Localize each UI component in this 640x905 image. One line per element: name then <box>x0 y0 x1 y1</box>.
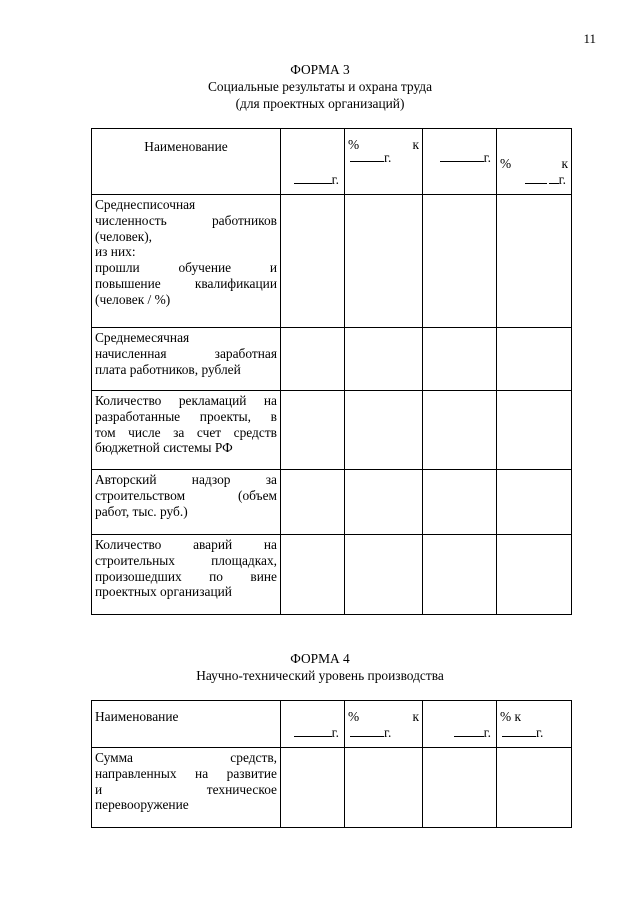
data-cell[interactable] <box>423 391 497 470</box>
data-cell[interactable] <box>423 470 497 535</box>
form4-header-col1: г. <box>281 701 345 748</box>
data-cell[interactable] <box>281 535 345 615</box>
table-row <box>92 391 572 470</box>
form3-header-name: Наименование <box>92 129 281 195</box>
data-cell[interactable] <box>497 328 572 391</box>
table-row <box>92 328 572 391</box>
data-cell[interactable] <box>423 195 497 328</box>
data-cell[interactable] <box>497 195 572 328</box>
form3-row-name: Количество рекламаций на разработанные проекты, в том числе за счет средств бюджетной системы РФ <box>92 391 281 470</box>
form4-title: ФОРМА 4 <box>290 651 350 666</box>
form3-header-col2: % к г. <box>345 129 423 195</box>
form3-header-col1: г. <box>281 129 345 195</box>
form3-header-col4: % к г. <box>497 129 572 195</box>
data-cell[interactable] <box>281 470 345 535</box>
form3-heading <box>0 61 640 112</box>
form3-subtitle: Социальные результаты и охрана труда <box>207 79 433 94</box>
form4-header-row <box>92 701 572 748</box>
form4-header-name: Наименование <box>92 701 281 748</box>
data-cell[interactable] <box>281 328 345 391</box>
data-cell[interactable] <box>345 328 423 391</box>
table-row <box>92 470 572 535</box>
data-cell[interactable] <box>423 535 497 615</box>
data-cell[interactable] <box>345 391 423 470</box>
form4-row-name: Сумма средств, направленных на развитие и техническое перевооружение <box>92 748 281 828</box>
data-cell[interactable] <box>497 391 572 470</box>
data-cell[interactable] <box>423 328 497 391</box>
form3-note: (для проектных организаций) <box>235 96 405 111</box>
form3-header-row <box>92 129 572 195</box>
form4-header-col4: % к г. <box>497 701 572 748</box>
form4-table <box>91 700 572 828</box>
form3-row-name: Среднемесячная начисленная заработная плата работников, рублей <box>92 328 281 391</box>
form4-header-col3: г. <box>423 701 497 748</box>
form3-row-name: Авторский надзор за строительством (объем работ, тыс. руб.) <box>92 470 281 535</box>
data-cell[interactable] <box>281 195 345 328</box>
page-number: 11 <box>583 31 596 46</box>
data-cell[interactable] <box>281 391 345 470</box>
form4-header-col2: % к г. <box>345 701 423 748</box>
form4-heading <box>0 650 640 684</box>
form3-title: ФОРМА 3 <box>290 62 350 77</box>
form3-table <box>91 128 572 615</box>
table-row <box>92 748 572 828</box>
data-cell[interactable] <box>281 748 345 828</box>
data-cell[interactable] <box>423 748 497 828</box>
form3-header-col3: г. <box>423 129 497 195</box>
form3-row-name: Среднесписочная численность работников (человек), из них: прошли обучение и повышение квалификации (человек / %) <box>92 195 281 328</box>
form4-subtitle: Научно-технический уровень производства <box>196 668 444 683</box>
form3-row-name: Количество аварий на строительных площадках, произошедших по вине проектных организаций <box>92 535 281 615</box>
data-cell[interactable] <box>497 470 572 535</box>
data-cell[interactable] <box>345 535 423 615</box>
data-cell[interactable] <box>345 195 423 328</box>
data-cell[interactable] <box>345 470 423 535</box>
data-cell[interactable] <box>345 748 423 828</box>
table-row <box>92 535 572 615</box>
data-cell[interactable] <box>497 748 572 828</box>
table-row <box>92 195 572 328</box>
data-cell[interactable] <box>497 535 572 615</box>
